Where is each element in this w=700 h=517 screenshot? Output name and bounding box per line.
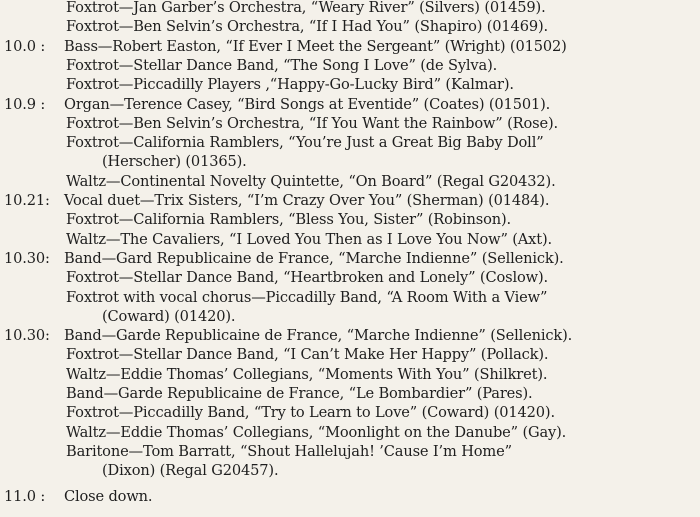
programme-item: Vocal duet—Trix Sisters, “I’m Crazy Over You” (Sherman) (01484). [64,192,550,209]
programme-item: Bass—Robert Easton, “If Ever I Meet the Sergeant” (Wright) (01502) [64,37,567,55]
programme-item: Foxtrot—California Ramblers, “Bless You, Sister” (Robinson). [66,211,512,229]
time-slot: 10.9 : [4,95,46,113]
programme-item: Foxtrot—Ben Selvin’s Orchestra, “If You Want the Rainbow” (Rose). [66,114,558,132]
time-slot: 10.30: [4,327,50,345]
programme-item: Organ—Terence Casey, “Bird Songs at Eventide” (Coates) (01501). [64,95,551,113]
programme-item: Foxtrot—Piccadilly Band, “Try to Learn to Love” (Coward) (01420). [66,404,555,422]
programme-item: (Dixon) (Regal G20457). [102,462,279,480]
programme-item: Foxtrot with vocal chorus—Piccadilly Band, “A Room With a View” [66,288,548,306]
time-slot: 11.0 : [4,487,46,505]
programme-item: (Coward) (01420). [102,307,236,325]
programme-item: Foxtrot—Stellar Dance Band, “The Song I Love” (de Sylva). [66,56,498,74]
programme-item: Foxtrot—Stellar Dance Band, “Heartbroken and Lonely” (Coslow). [66,269,548,287]
programme-item: Waltz—Continental Novelty Quintette, “On Board” (Regal G20432). [66,172,556,190]
programme-item: Foxtrot—California Ramblers, “You’re Just a Great Big Baby Doll” [66,134,544,152]
programme-item: Band—Gard Republicaine de France, “Marche Indienne” (Sellenick). [64,249,564,267]
time-slot: 10.0 : [4,37,46,55]
programme-item: Waltz—Eddie Thomas’ Collegians, “Moments With You” (Shilkret). [66,365,548,383]
programme-item: Baritone—Tom Barratt, “Shout Hallelujah! ’Cause I’m Home” [66,442,512,460]
programme-item: Foxtrot—Jan Garber’s Orchestra, “Weary River” (Silvers) (01459). [66,0,546,16]
programme-item: Band—Garde Republicaine de France, “Le Bombardier” (Pares). [66,385,533,402]
programme-item: Foxtrot—Piccadilly Players ,“Happy-Go-Lucky Bird” (Kalmar). [66,76,514,94]
programme-item: Waltz—Eddie Thomas’ Collegians, “Moonlight on the Danube” (Gay). [66,423,567,441]
time-slot: 10.30: [4,249,50,267]
programme-item: Close down. [64,487,153,505]
programme-item: (Herscher) (01365). [102,153,247,171]
programme-item: Foxtrot—Ben Selvin’s Orchestra, “If I Had You” (Shapiro) (01469). [66,18,548,36]
programme-item: Band—Garde Republicaine de France, “Marche Indienne” (Sellenick). [64,327,573,345]
programme-item: Foxtrot—Stellar Dance Band, “I Can’t Make Her Happy” (Pollack). [66,346,549,364]
time-slot: 10.21: [4,192,50,209]
programme-item: Waltz—The Cavaliers, “I Loved You Then as I Love You Now” (Axt). [66,230,553,248]
